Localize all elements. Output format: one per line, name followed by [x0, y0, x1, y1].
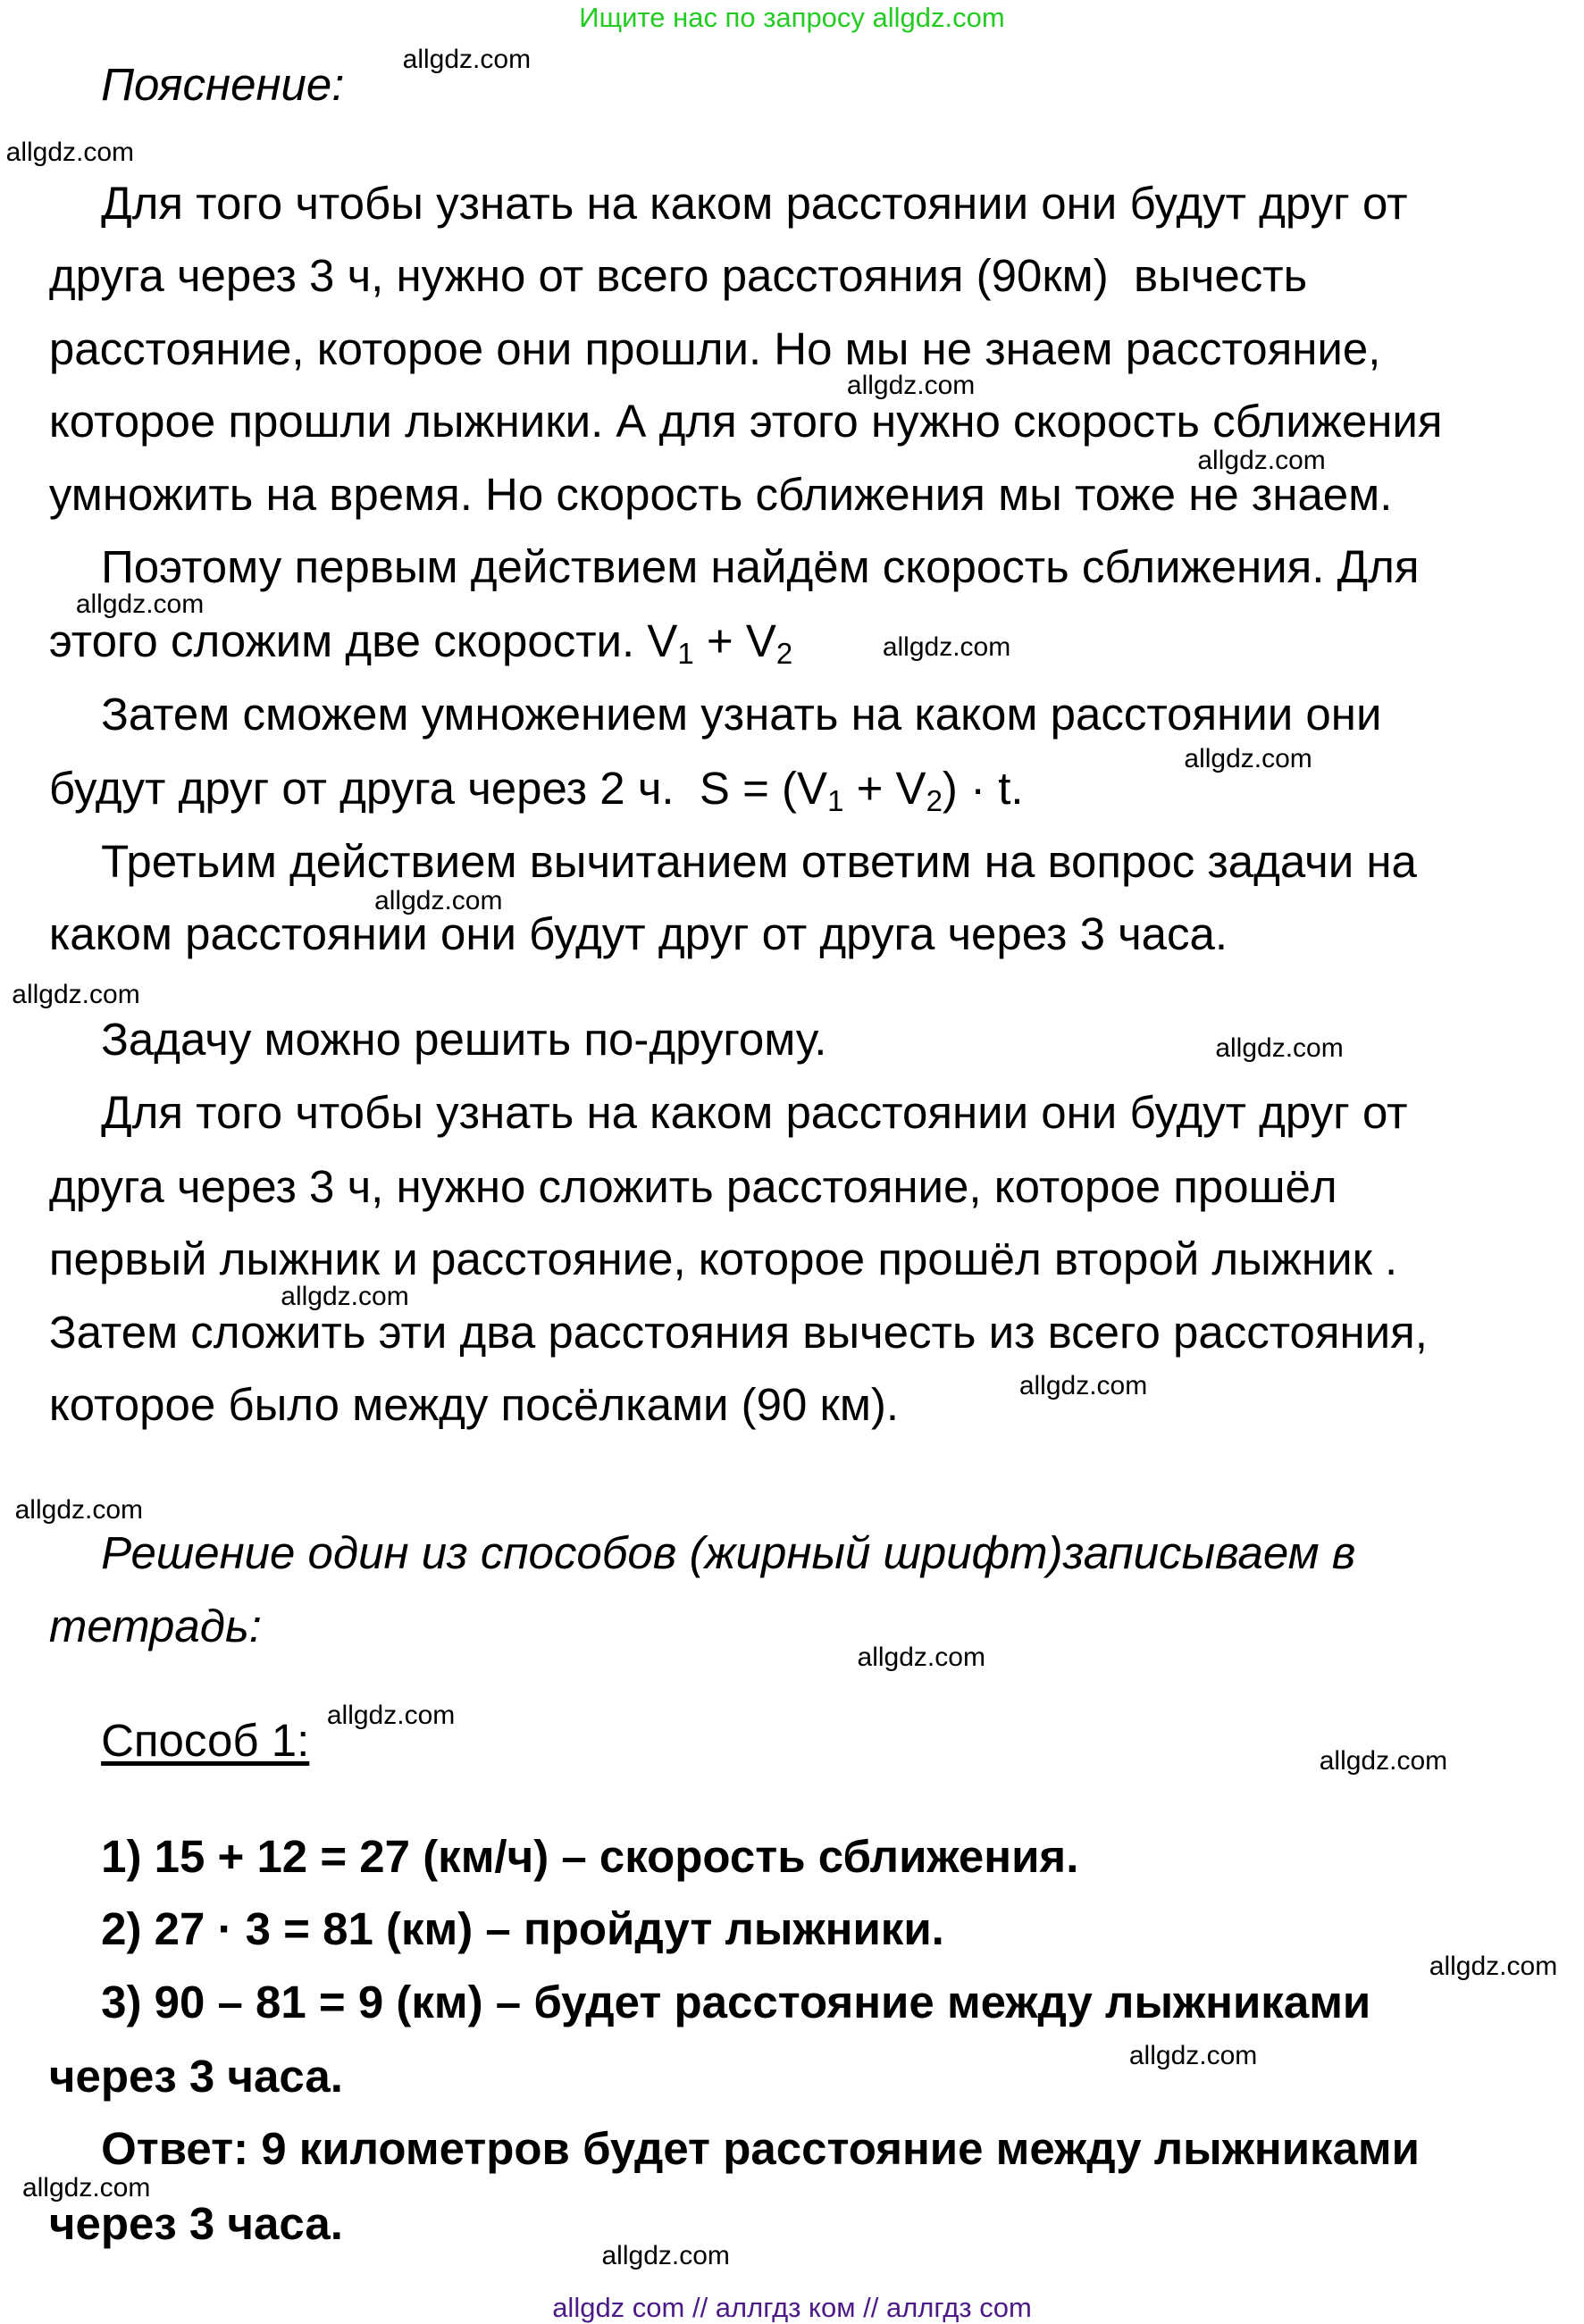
search-banner: Ищите нас по запросу allgdz.com	[579, 2, 1005, 33]
subscript: 1	[827, 784, 844, 818]
text-segment: этого сложим две скорости. V	[48, 615, 678, 667]
watermark: allgdz.com	[12, 980, 140, 1010]
text-segment: Затем сложить эти два расстояния вычесть из всего расстояния,	[48, 1306, 1428, 1358]
text-segment: расстояние, которое они прошли. Но мы не знаем расстояние,	[48, 322, 1381, 374]
text-segment: Задачу можно решить по-другому.	[101, 1014, 827, 1066]
instruction-text	[49, 1600, 262, 1653]
watermark: allgdz.com	[1197, 445, 1326, 475]
text-line	[101, 177, 1407, 230]
text-segment: ) · t.	[942, 763, 1024, 815]
text-segment: первый лыжник и расстояние, которое прошёл второй лыжник .	[48, 1233, 1398, 1285]
footer-banner: allgdz com // аллгдз ком // аллгдз com	[552, 2292, 1032, 2323]
watermark: allgdz.com	[857, 1642, 985, 1672]
watermark: allgdz.com	[1319, 1746, 1448, 1776]
instruction-text	[101, 1526, 1355, 1580]
watermark: allgdz.com	[326, 1700, 456, 1730]
section-title	[101, 58, 344, 112]
method-heading	[101, 1714, 309, 1768]
answer-line	[101, 2122, 1420, 2176]
subscript: 2	[775, 637, 793, 671]
watermark: allgdz.com	[846, 371, 976, 401]
watermark: allgdz.com	[402, 44, 532, 74]
text-segment: Ответ: 9 километров будет расстояние между лыжниками	[101, 2123, 1421, 2175]
watermark: allgdz.com	[21, 2172, 151, 2203]
text-segment: будут друг от друга через 2 ч. S = (V	[48, 763, 828, 815]
watermark: allgdz.com	[374, 886, 503, 916]
text-line	[49, 1306, 1428, 1359]
text-line	[48, 762, 1024, 818]
text-line	[101, 540, 1419, 594]
watermark: allgdz.com	[75, 589, 205, 619]
text-segment: которое прошли лыжники. А для этого нужно скорость сближения	[48, 396, 1443, 447]
text-segment: Затем сможем умножением узнать на каком расстоянии они	[101, 688, 1382, 740]
text-line	[49, 468, 1393, 522]
text-segment: которое было между посёлками (90 км).	[48, 1379, 900, 1431]
text-line	[49, 1160, 1337, 1214]
watermark: allgdz.com	[601, 2241, 730, 2271]
text-line	[49, 249, 1307, 303]
watermark: allgdz.com	[1215, 1033, 1344, 1064]
text-segment: умножить на время. Но скорость сближения мы тоже не знаем.	[48, 468, 1393, 520]
text-line	[49, 1378, 899, 1432]
answer-line	[49, 2197, 343, 2251]
text-segment: друга через 3 ч, нужно сложить расстояние, которое прошёл	[48, 1160, 1337, 1212]
text-line	[48, 614, 793, 671]
solution-step	[101, 1902, 944, 1956]
text-line	[49, 1233, 1397, 1286]
text-line	[101, 835, 1417, 889]
solution-step	[49, 2050, 343, 2103]
text-line	[101, 1013, 826, 1066]
watermark: allgdz.com	[882, 632, 1011, 663]
text-segment: каком расстоянии они будут друг от друга через 3 часа.	[48, 908, 1228, 960]
text-segment: Пояснение:	[101, 58, 345, 110]
text-segment: + V	[843, 763, 926, 815]
subscript: 1	[677, 637, 694, 671]
subscript: 2	[926, 784, 943, 818]
text-line	[49, 322, 1381, 376]
text-segment: 2) 27 · 3 = 81 (км) – пройдут лыжники.	[101, 1903, 944, 1955]
text-line	[101, 1086, 1407, 1140]
watermark: allgdz.com	[1184, 743, 1312, 773]
watermark: allgdz.com	[1128, 2040, 1258, 2070]
watermark: allgdz.com	[5, 138, 135, 168]
text-segment: Решение один из способов (жирный шрифт)записываем в	[101, 1527, 1356, 1579]
text-segment: 1) 15 + 12 = 27 (км/ч) – скорость сближения.	[101, 1830, 1079, 1882]
text-segment: + V	[693, 615, 776, 667]
text-line	[49, 907, 1228, 961]
text-line	[101, 688, 1381, 741]
text-segment: Для того чтобы узнать на каком расстоянии они будут друг от	[101, 1086, 1408, 1138]
watermark: allgdz.com	[1018, 1370, 1148, 1400]
solution-step	[101, 1830, 1078, 1884]
text-line	[49, 395, 1443, 448]
solution-step	[101, 1976, 1370, 2029]
watermark: allgdz.com	[14, 1495, 144, 1526]
text-segment: тетрадь:	[48, 1600, 262, 1651]
text-segment: через 3 часа.	[48, 2050, 343, 2102]
text-segment: Поэтому первым действием найдём скорость сближения. Для	[101, 541, 1420, 593]
text-segment: через 3 часа.	[48, 2197, 343, 2249]
text-segment: Третьим действием вычитанием ответим на вопрос задачи на	[101, 835, 1417, 887]
text-segment: Для того чтобы узнать на каком расстоянии они будут друг от	[101, 177, 1408, 229]
watermark: allgdz.com	[1429, 1951, 1558, 1981]
text-segment: друга через 3 ч, нужно от всего расстояния (90км) вычесть	[48, 250, 1308, 302]
watermark: allgdz.com	[281, 1281, 409, 1311]
text-segment: 3) 90 – 81 = 9 (км) – будет расстояние между лыжниками	[101, 1976, 1371, 2027]
text-segment: Способ 1:	[101, 1715, 310, 1767]
